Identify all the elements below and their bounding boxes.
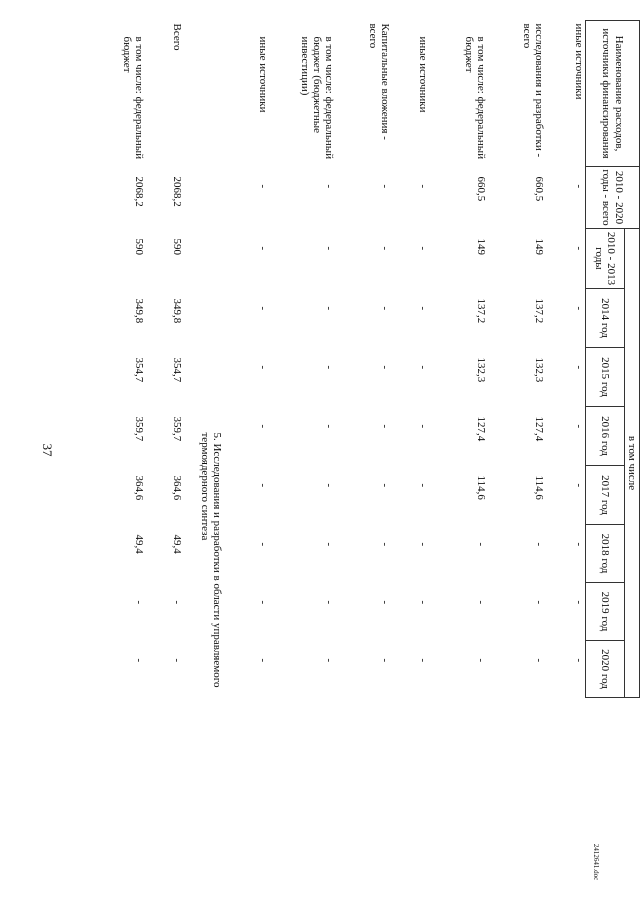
cell-value: - xyxy=(572,246,585,251)
table-row xyxy=(391,21,429,698)
cell-value: - xyxy=(323,483,336,488)
table-row xyxy=(487,21,545,698)
header-name: Наименование расходов, источники финансирования xyxy=(585,21,639,167)
cell-value: - xyxy=(323,246,336,251)
cell-total: - xyxy=(379,184,392,189)
section-header xyxy=(183,21,229,698)
table-body-part1 xyxy=(229,21,585,698)
cell-value: - xyxy=(323,542,336,547)
cell-value: 349,8 xyxy=(171,298,184,324)
cell-value: - xyxy=(572,306,585,311)
cell-value: - xyxy=(417,246,430,251)
cell-value: - xyxy=(257,542,270,547)
header-period: 2018 год xyxy=(585,525,624,583)
cell-value: 114,6 xyxy=(533,475,546,500)
cell-value: 49,4 xyxy=(133,534,146,554)
cell-value: - xyxy=(323,424,336,429)
cell-value: - xyxy=(417,600,430,605)
cell-value: - xyxy=(323,600,336,605)
cell-value: - xyxy=(257,658,270,663)
table-row xyxy=(145,21,183,698)
cell-value: - xyxy=(379,306,392,311)
cell-value: 359,7 xyxy=(133,416,146,442)
cell-value: - xyxy=(572,365,585,370)
cell-value: - xyxy=(379,600,392,605)
cell-value: 354,7 xyxy=(171,357,184,383)
cell-value: - xyxy=(417,658,430,663)
row-label: Капитальные вложения - всего xyxy=(366,23,392,140)
cell-value: - xyxy=(572,424,585,429)
table-body-part2 xyxy=(105,21,183,698)
page-number: 37 xyxy=(40,443,55,457)
cell-value: - xyxy=(171,600,184,605)
header-period: 2016 год xyxy=(585,407,624,466)
row-label: иные источники xyxy=(257,36,270,113)
cell-value: - xyxy=(417,483,430,488)
cell-value: - xyxy=(257,365,270,370)
cell-value: - xyxy=(417,424,430,429)
header-total: 2010 - 2020 годы - всего xyxy=(585,167,639,229)
header-period: 2017 год xyxy=(585,466,624,525)
header-period: 2020 год xyxy=(585,641,624,698)
section-title: 5. Исследования и разработки в области управляемого термоядерного синтеза xyxy=(198,432,224,688)
cell-value: 364,6 xyxy=(171,475,184,501)
row-label: иные источники xyxy=(417,36,430,113)
cell-value: - xyxy=(257,424,270,429)
table-header xyxy=(585,21,639,698)
header-period: 2015 год xyxy=(585,348,624,407)
cell-value: 127,4 xyxy=(533,416,546,442)
cell-value: 114,6 xyxy=(475,475,488,500)
header-period: 2010 - 2013 годы xyxy=(585,229,624,289)
cell-value: 590 xyxy=(133,238,146,255)
table-row xyxy=(269,21,335,698)
cell-value: 132,3 xyxy=(533,357,546,383)
cell-total: - xyxy=(417,184,430,189)
cell-value: - xyxy=(257,306,270,311)
cell-value: - xyxy=(417,365,430,370)
cell-value: - xyxy=(533,658,546,663)
cell-value: - xyxy=(475,542,488,547)
cell-value: 364,6 xyxy=(133,475,146,501)
cell-value: - xyxy=(257,483,270,488)
funding-table xyxy=(105,20,640,698)
cell-total: - xyxy=(572,184,585,189)
cell-value: 149 xyxy=(475,238,488,255)
cell-total: 2068,2 xyxy=(171,176,184,207)
table-row xyxy=(545,21,585,698)
header-period: 2014 год xyxy=(585,289,624,348)
cell-value: - xyxy=(572,600,585,605)
header-period: 2019 год xyxy=(585,583,624,641)
cell-value: - xyxy=(533,600,546,605)
cell-total: - xyxy=(323,184,336,189)
cell-value: - xyxy=(257,246,270,251)
cell-value: 359,7 xyxy=(171,416,184,442)
document-reference: 2412641.doc xyxy=(592,843,600,881)
cell-value: - xyxy=(533,542,546,547)
cell-total: 660,5 xyxy=(475,176,488,202)
cell-value: 149 xyxy=(533,238,546,255)
cell-value: - xyxy=(572,483,585,488)
cell-value: - xyxy=(417,542,430,547)
cell-value: 127,4 xyxy=(475,416,488,442)
cell-value: - xyxy=(475,600,488,605)
cell-value: - xyxy=(323,365,336,370)
cell-value: - xyxy=(257,600,270,605)
cell-value: - xyxy=(133,600,146,605)
row-label: Всего xyxy=(171,23,184,51)
cell-value: - xyxy=(379,658,392,663)
cell-total: 2068,2 xyxy=(133,176,146,207)
cell-value: - xyxy=(379,483,392,488)
row-label: исследования и разработки - всего xyxy=(520,23,546,158)
cell-value: - xyxy=(572,658,585,663)
cell-value: - xyxy=(323,658,336,663)
cell-total: 660,5 xyxy=(533,176,546,202)
cell-total: - xyxy=(257,184,270,189)
table-row xyxy=(229,21,269,698)
cell-value: 137,2 xyxy=(475,298,488,324)
cell-value: - xyxy=(379,542,392,547)
cell-value: 132,3 xyxy=(475,357,488,383)
cell-value: - xyxy=(379,365,392,370)
cell-value: - xyxy=(323,306,336,311)
table-row xyxy=(335,21,391,698)
table-row xyxy=(105,21,145,698)
header-group: в том числе xyxy=(624,229,639,698)
cell-value: 137,2 xyxy=(533,298,546,324)
cell-value: 590 xyxy=(171,238,184,255)
cell-value: - xyxy=(171,658,184,663)
cell-value: - xyxy=(417,306,430,311)
cell-value: - xyxy=(133,658,146,663)
row-label: иные источники xyxy=(572,23,585,100)
cell-value: - xyxy=(379,424,392,429)
cell-value: 49,4 xyxy=(171,534,184,554)
cell-value: 349,8 xyxy=(133,298,146,324)
table-row xyxy=(429,21,487,698)
row-label: в том числе: федеральный бюджет xyxy=(120,36,146,160)
cell-value: - xyxy=(379,246,392,251)
cell-value: - xyxy=(572,542,585,547)
row-label: в том числе: федеральный бюджет xyxy=(462,36,488,160)
rotated-page-content xyxy=(85,20,640,875)
row-label: в том числе: федеральный бюджет (бюджетные инвестиции) xyxy=(298,36,336,160)
cell-value: 354,7 xyxy=(133,357,146,383)
cell-value: - xyxy=(475,658,488,663)
